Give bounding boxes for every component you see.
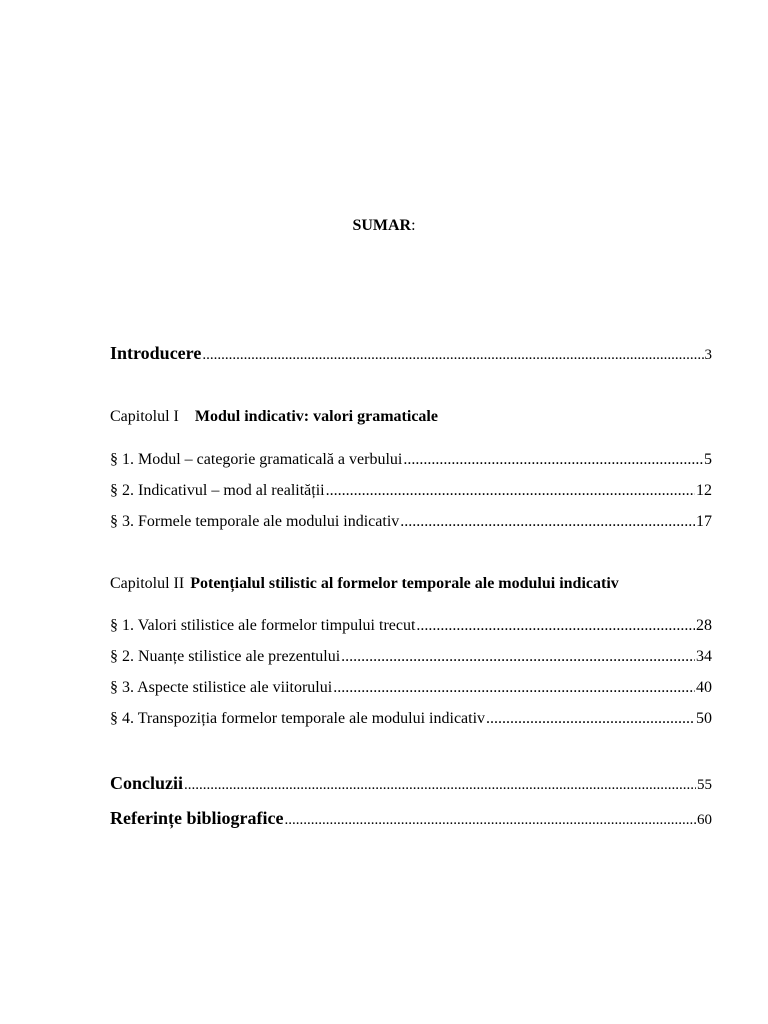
toc-page-number: 12 <box>696 482 712 499</box>
toc-entry-label: Referințe bibliografice <box>110 808 284 828</box>
toc-entry-label: § 3. Aspecte stilistice ale viitorului <box>110 679 333 696</box>
toc-page-number: 34 <box>696 648 712 665</box>
chapter-heading-2 <box>110 575 619 593</box>
toc-leader-dots <box>326 482 695 500</box>
chapter-label: Capitolul I <box>110 408 179 425</box>
chapter-title: Potențialul stilistic al formelor temporale ale modului indicativ <box>190 575 619 592</box>
toc-entry-section <box>110 679 712 697</box>
toc-page-number: 55 <box>697 777 712 793</box>
toc-entry-section <box>110 451 712 469</box>
toc-page-number: 28 <box>696 617 712 634</box>
title-text: SUMAR <box>352 217 412 234</box>
chapter-heading-1 <box>110 408 438 426</box>
toc-leader-dots <box>184 777 696 794</box>
toc-entry-label: Concluzii <box>110 773 184 793</box>
toc-entry-section <box>110 710 712 728</box>
page-title <box>0 217 768 235</box>
toc-entry-section <box>110 482 712 500</box>
toc-leader-dots <box>333 679 695 697</box>
toc-entry-referinte <box>110 808 712 829</box>
toc-page-number: 17 <box>696 513 712 530</box>
toc-leader-dots <box>416 617 695 635</box>
toc-leader-dots <box>400 513 695 531</box>
toc-entry-introducere <box>110 343 712 364</box>
toc-entry-label: Introducere <box>110 343 202 363</box>
toc-entry-label: § 1. Valori stilistice ale formelor timpului trecut <box>110 617 416 634</box>
toc-page-number: 5 <box>704 451 712 468</box>
toc-entry-label: § 2. Indicativul – mod al realității <box>110 482 325 499</box>
toc-leader-dots <box>284 812 696 829</box>
toc-leader-dots <box>341 648 695 666</box>
toc-leader-dots <box>486 710 695 728</box>
toc-entry-section <box>110 513 712 531</box>
chapter-title: Modul indicativ: valori gramaticale <box>194 408 438 425</box>
toc-entry-section <box>110 648 712 666</box>
toc-entry-label: § 3. Formele temporale ale modului indicativ <box>110 513 400 530</box>
toc-entry-label: § 2. Nuanțe stilistice ale prezentului <box>110 648 341 665</box>
toc-leader-dots <box>202 347 703 364</box>
toc-leader-dots <box>403 451 703 469</box>
toc-entry-label: § 1. Modul – categorie gramaticală a verbului <box>110 451 403 468</box>
chapter-label: Capitolul II <box>110 575 185 592</box>
toc-page-number: 40 <box>696 679 712 696</box>
toc-page-number: 3 <box>704 347 712 363</box>
title-colon: : <box>411 217 416 234</box>
toc-page-number: 60 <box>697 812 712 828</box>
toc-entry-concluzii <box>110 773 712 794</box>
toc-page-number: 50 <box>696 710 712 727</box>
toc-entry-label: § 4. Transpoziția formelor temporale ale modului indicativ <box>110 710 486 727</box>
toc-entry-section <box>110 617 712 635</box>
